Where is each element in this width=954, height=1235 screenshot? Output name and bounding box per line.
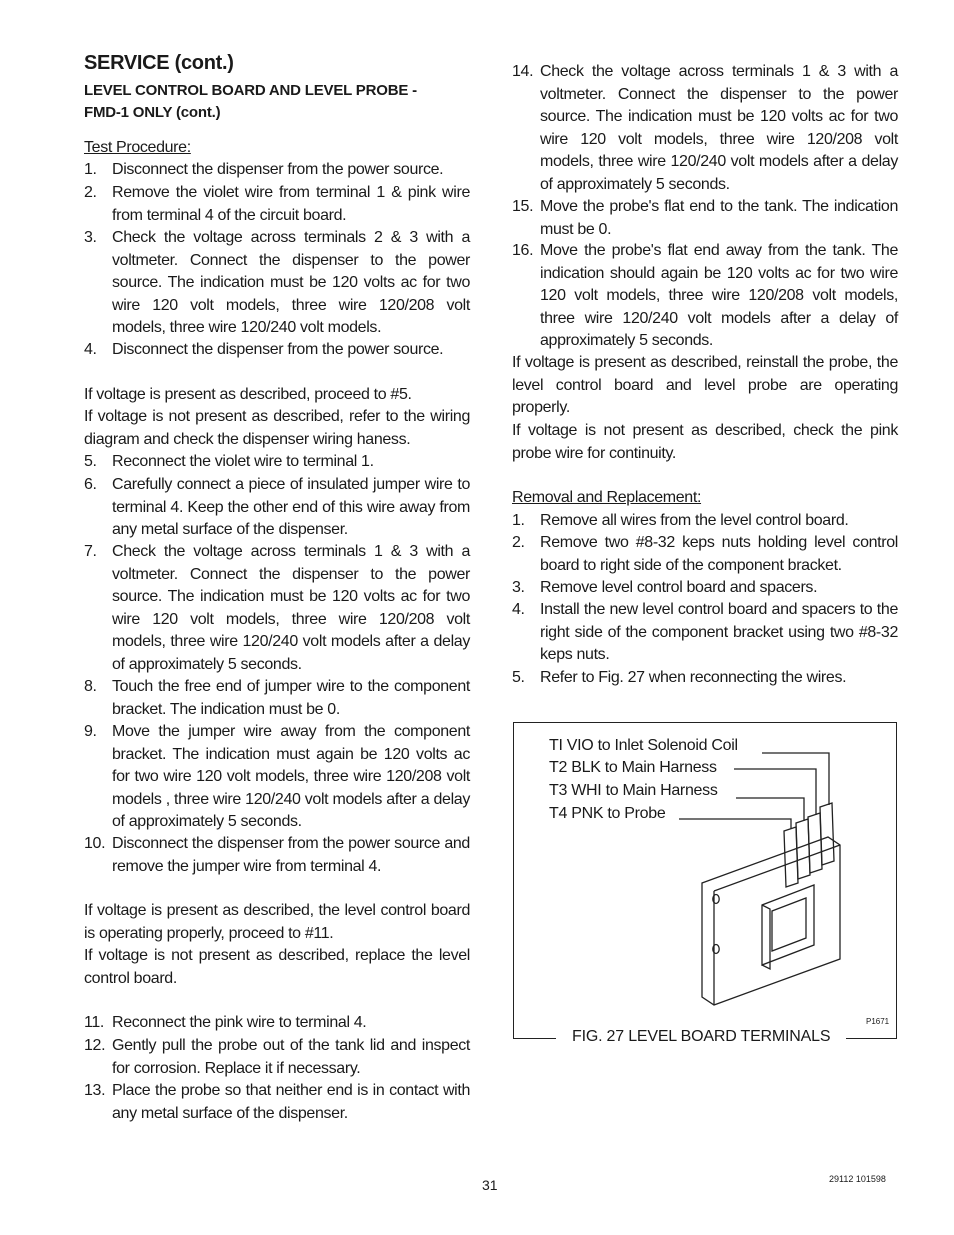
step-number: 5. <box>512 669 525 686</box>
step-12 <box>84 1035 470 1080</box>
step-16 <box>512 240 898 353</box>
step-2 <box>84 182 470 227</box>
step-number: 14. <box>512 63 534 80</box>
step-9 <box>84 721 470 834</box>
step-number: 11. <box>84 1014 105 1031</box>
page-number: 31 <box>482 1177 498 1193</box>
removal-heading: Removal and Replacement: <box>512 489 702 506</box>
label-t1: TI VIO to Inlet Solenoid Coil <box>549 737 738 754</box>
step-text: Remove level control board and spacers. <box>540 579 818 596</box>
step-text: Install the new level control board and spacers to the right side of the component bracket using two #8-32 keps nuts. <box>540 601 898 663</box>
label-t2: T2 BLK to Main Harness <box>549 759 717 776</box>
step-number: 3. <box>84 229 97 246</box>
step-text: Refer to Fig. 27 when reconnecting the wires. <box>540 669 847 686</box>
test-procedure-heading: Test Procedure: <box>84 139 191 156</box>
figure-caption: FIG. 27 LEVEL BOARD TERMINALS <box>556 1028 846 1046</box>
step-number: 4. <box>84 341 97 358</box>
step-number: 7. <box>84 543 97 560</box>
note-check-continuity: If voltage is not present as described, check the pink probe wire for continuity. <box>512 422 898 462</box>
transformer-inner <box>772 898 806 951</box>
step-4 <box>84 339 470 362</box>
step-text: Reconnect the violet wire to terminal 1. <box>112 453 374 470</box>
step-text: Move the probe's flat end away from the tank. The indication should again be 120 volts ac for two wire 120 volt models, three wire 120/208 volt models, three wire 120/240 volt models after a delay of approximately 5 seconds. <box>540 242 898 349</box>
leader-line-t3 <box>736 798 804 821</box>
step-text: Check the voltage across terminals 2 & 3 with a voltmeter. Connect the dispenser to the power source. The indication must be 120 volts ac for two wire 120 volt models, three wire 120/208 volt models, three wire 120/240 volt models. <box>112 229 470 336</box>
note-board-ok: If voltage is present as described, the level control board is operating properly, proceed to #11. <box>84 902 470 942</box>
note-wiring: If voltage is not present as described, refer to the wiring diagram and check the dispenser wiring haness. <box>84 408 470 448</box>
step-number: 3. <box>512 579 525 596</box>
removal-step-3 <box>512 577 898 600</box>
step-number: 12. <box>84 1037 106 1054</box>
step-number: 1. <box>512 512 525 529</box>
document-code: 29112 101598 <box>829 1174 886 1184</box>
step-text: Remove two #8-32 keps nuts holding level control board to right side of the component bracket. <box>540 534 898 574</box>
note-proceed-5: If voltage is present as described, proceed to #5. <box>84 386 412 403</box>
step-number: 8. <box>84 678 97 695</box>
removal-step-4 <box>512 599 898 667</box>
step-text: Move the probe's flat end to the tank. The indication must be 0. <box>540 198 898 238</box>
figure-level-board-terminals <box>513 722 897 1039</box>
step-number: 9. <box>84 723 97 740</box>
step-3 <box>84 227 470 340</box>
subsection-title-line2: FMD-1 ONLY (cont.) <box>84 104 221 121</box>
step-text: Reconnect the pink wire to terminal 4. <box>112 1014 367 1031</box>
note-replace-board: If voltage is not present as described, replace the level control board. <box>84 947 470 987</box>
step-1 <box>84 159 470 182</box>
step-number: 5. <box>84 453 97 470</box>
step-text: Disconnect the dispenser from the power source. <box>112 341 444 358</box>
step-text: Disconnect the dispenser from the power source. <box>112 161 444 178</box>
figure-code: P1671 <box>866 1017 890 1026</box>
step-6 <box>84 474 470 542</box>
removal-step-2 <box>512 532 898 577</box>
leader-line-t1 <box>762 753 829 805</box>
step-text: Check the voltage across terminals 1 & 3 with a voltmeter. Connect the dispenser to the power source. The indication must be 120 volts ac for two wire 120 volt models, three wire 120/208 volt models, three wire 120/240 volt models after a delay of approximately 5 seconds. <box>112 543 470 673</box>
step-text: Disconnect the dispenser from the power source and remove the jumper wire from terminal 4. <box>112 835 470 875</box>
section-title: SERVICE (cont.) <box>84 52 234 74</box>
step-text: Carefully connect a piece of insulated jumper wire to terminal 4. Keep the other end of this wire away from any metal surface of the dispenser. <box>112 476 470 538</box>
step-number: 1. <box>84 161 97 178</box>
step-number: 2. <box>512 534 525 551</box>
label-t3: T3 WHI to Main Harness <box>549 782 718 799</box>
label-t4: T4 PNK to Probe <box>549 805 666 822</box>
step-number: 16. <box>512 242 534 259</box>
step-number: 15. <box>512 198 534 215</box>
step-text: Gently pull the probe out of the tank lid and inspect for corrosion. Replace it if necessary. <box>112 1037 470 1077</box>
step-5 <box>84 451 470 474</box>
step-text: Remove all wires from the level control board. <box>540 512 849 529</box>
removal-step-5 <box>512 667 898 690</box>
circuit-board-outline <box>702 837 840 1005</box>
step-text: Place the probe so that neither end is in contact with any metal surface of the dispenser. <box>112 1082 470 1122</box>
step-7 <box>84 541 470 676</box>
step-text: Move the jumper wire away from the component bracket. The indication must again be 120 volts ac for two wire 120 volt models, three wire 120/208 volt models , three wire 120/240 volt models after a delay of approximately 5 seconds. <box>112 723 470 830</box>
step-number: 6. <box>84 476 97 493</box>
step-15 <box>512 196 898 241</box>
step-11 <box>84 1012 470 1035</box>
step-text: Check the voltage across terminals 1 & 3 with a voltmeter. Connect the dispenser to the power source. The indication must be 120 volts ac for two wire 120 volt models, three wire 120/208 volt models, three wire 120/240 volt models after a delay of approximately 5 seconds. <box>540 63 898 193</box>
step-text: Remove the violet wire from terminal 1 & pink wire from terminal 4 of the circuit board. <box>112 184 470 224</box>
subsection-title-line1: LEVEL CONTROL BOARD AND LEVEL PROBE - <box>84 82 417 99</box>
step-8 <box>84 676 470 721</box>
step-number: 2. <box>84 184 97 201</box>
step-number: 4. <box>512 601 525 618</box>
step-text: Touch the free end of jumper wire to the component bracket. The indication must be 0. <box>112 678 470 718</box>
removal-step-1 <box>512 510 898 533</box>
step-13 <box>84 1080 470 1125</box>
step-14 <box>512 61 898 196</box>
step-number: 10. <box>84 835 106 852</box>
terminal-t4 <box>784 827 798 887</box>
step-10 <box>84 833 470 878</box>
leader-line-t4 <box>679 819 791 829</box>
note-probe-ok: If voltage is present as described, reinstall the probe, the level control board and level probe are operating properly. <box>512 354 898 416</box>
step-number: 13. <box>84 1082 106 1099</box>
transformer-side <box>762 905 770 969</box>
